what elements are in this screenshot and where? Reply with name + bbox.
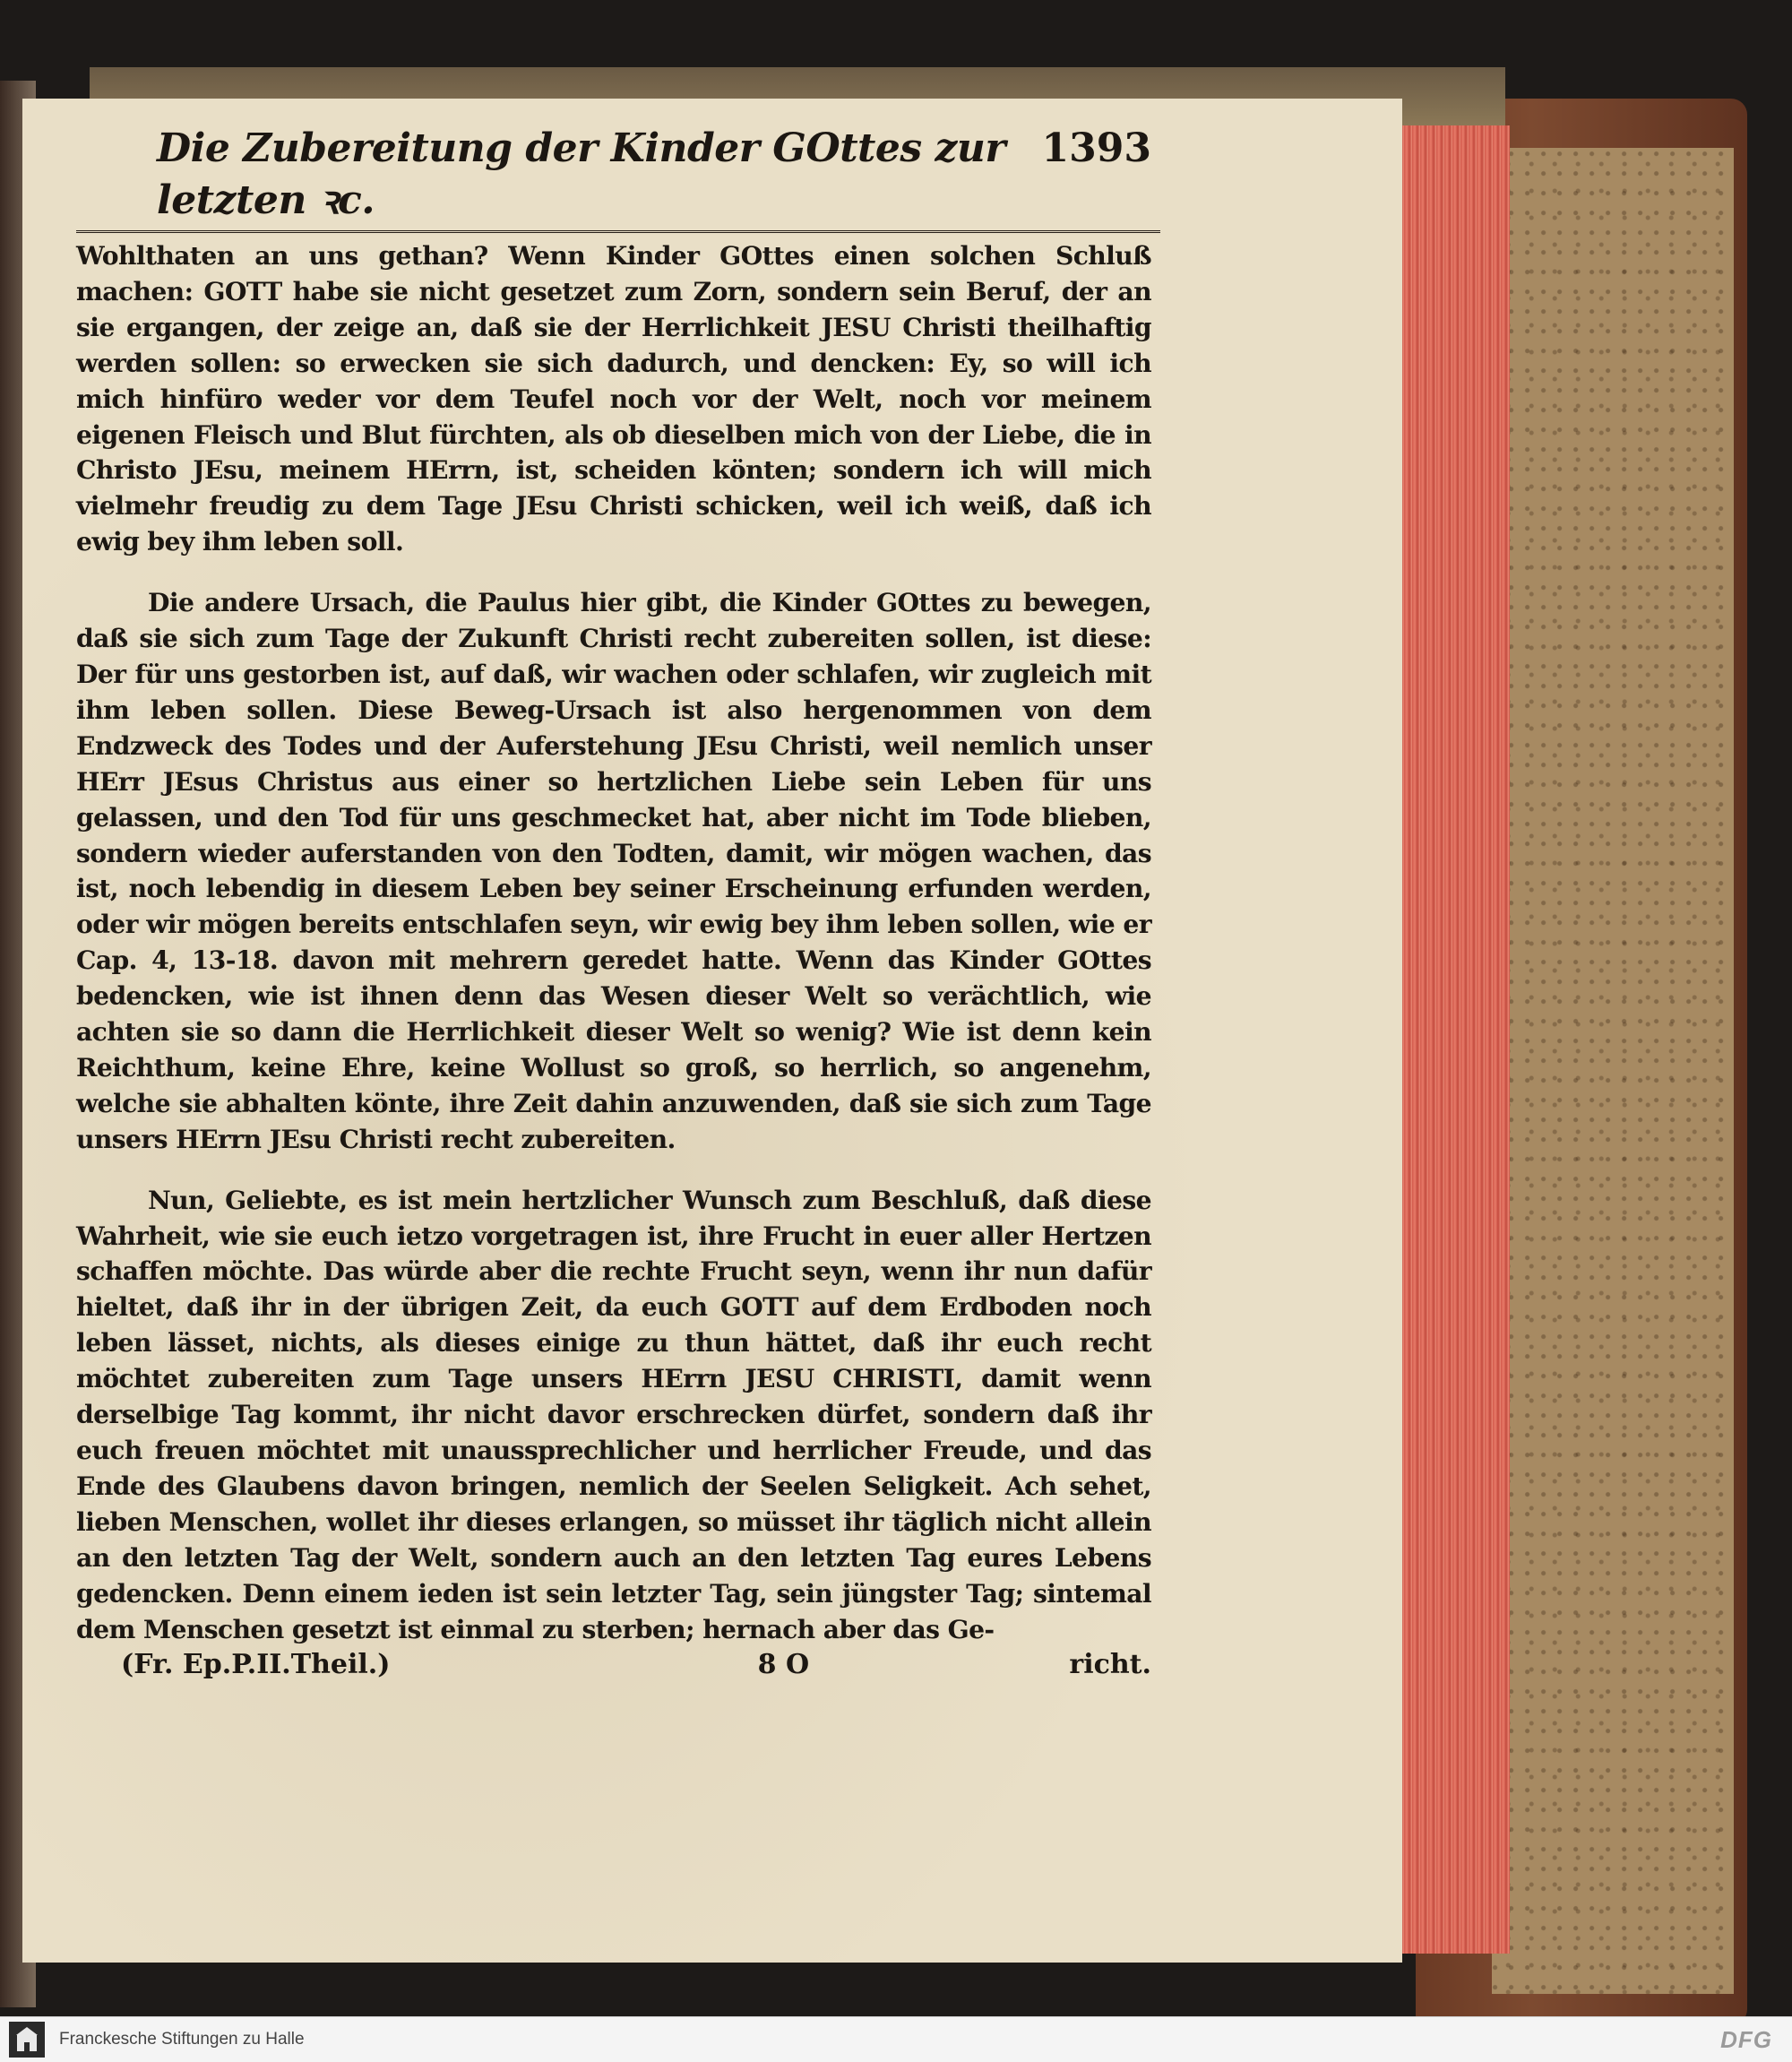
page-content: [76, 125, 1151, 1680]
running-head: Die Zubereitung der Kinder GOttes zur letzten ꝛc.: [157, 125, 1006, 223]
viewer-bar: [0, 2016, 1792, 2062]
footer-reference: (Fr. Ep.P.II.Theil.): [121, 1649, 391, 1681]
paragraph-1: Wohlthaten an uns gethan? Wenn Kinder GOttes einen solchen Schluß machen: GOTT habe sie nicht gesetzet zum Zorn, sondern sein Beruf, der an sie ergangen, der zeige an, daß sie der Herrlichkeit JESU Christi theilhaftig werden sollen: so erwecken sie sich dadurch, und dencken: Ey, so will ich mich hinfüro weder vor dem Teufel noch vor der Welt, noch vor meinem eigenen Fleisch und Blut fürchten, als ob dieselben mich von der Liebe, die in Christo JEsu, meinem HErrn, ist, scheiden könten; sondern ich will mich vielmehr freudig zu dem Tage JEsu Christi schicken, weil ich weiß, daß ich ewig bey ihm leben soll.: [76, 241, 1151, 557]
institution-name: Franckesche Stiftungen zu Halle: [59, 2030, 305, 2049]
institution-logo-icon: [9, 2022, 45, 2058]
paragraph-3: Nun, Geliebte, es ist mein hertzlicher Wunsch zum Beschluß, daß diese Wahrheit, wie sie euch ietzo vorgetragen ist, ihre Frucht in euer aller Hertzen schaffen möchte. Das würde aber die rechte Frucht seyn, wenn ihr nun dafür hieltet, daß ihr in der übrigen Zeit, da euch GOTT auf dem Erdboden noch leben lässet, nichts, als dieses einige zu thun hättet, daß ihr euch recht möchtet zubereiten zum Tage unsers HErrn JESU CHRISTI, damit wenn derselbige Tag kommt, ihr nicht davor erschrecken dürfet, sondern daß ihr euch freuen möchtet mit unaussprechlicher und herrlicher Freude, und das Ende des Glaubens davon bringen, nemlich der Seelen Seligkeit. Ach sehet, lieben Menschen, wollet ihr dieses erlangen, so müsset ihr täglich nicht allein an den letzten Tag der Welt, sondern auch an den letzten Tag eures Lebens gedencken. Denn einem ieden ist sein letzter Tag, sein jüngster Tag; sintemal dem Menschen gesetzt ist einmal zu sterben; hernach aber das Ge-: [76, 1185, 1151, 1644]
catchword: richt.: [1069, 1649, 1151, 1681]
dfg-logo: DFG: [1720, 2025, 1772, 2053]
page-footer: [76, 1649, 1151, 1680]
page-number: 1393: [1041, 125, 1151, 171]
page-header: [76, 125, 1160, 233]
marbled-board: [1492, 148, 1734, 1994]
paragraph-2: Die andere Ursach, die Paulus hier gibt, die Kinder GOttes zu bewegen, daß sie sich zum Tage der Zukunft Christi recht zubereiten sollen, ist diese: Der für uns gestorben ist, auf daß, wir wachen oder schlafen, wir zugleich mit ihm leben sollen. Diese Beweg-Ursach ist also hergenommen von dem Endzweck des Todes und der Auferstehung JEsu Christi, weil nemlich unser HErr JEsus Christus aus einer so hertzlichen Liebe sein Leben für uns gelassen, und den Tod für uns geschmecket hat, aber nicht im Tode blieben, sondern wieder auferstanden von den Todten, damit, wir mögen wachen, das ist, noch lebendig in diesem Leben bey seiner Erscheinung erfunden werden, oder wir mögen bereits entschlafen seyn, wir ewig bey ihm leben sollen, wie er Cap. 4, 13-18. davon mit mehrern geredet hatte. Wenn das Kinder GOttes bedencken, wie ist ihnen denn das Wesen dieser Welt so verächtlich, wie achten sie so dann die Herrlichkeit dieser Welt so wenig? Wie ist denn kein Reichthum, keine Ehre, keine Wollust so groß, so herrlich, so angenehm, welche sie abhalten könte, ihre Zeit dahin anzuwenden, daß sie sich zum Tage unsers HErrn JEsu Christi recht zubereiten.: [76, 588, 1151, 1154]
signature-mark: 8 O: [757, 1649, 810, 1681]
book-page: [22, 99, 1402, 1963]
